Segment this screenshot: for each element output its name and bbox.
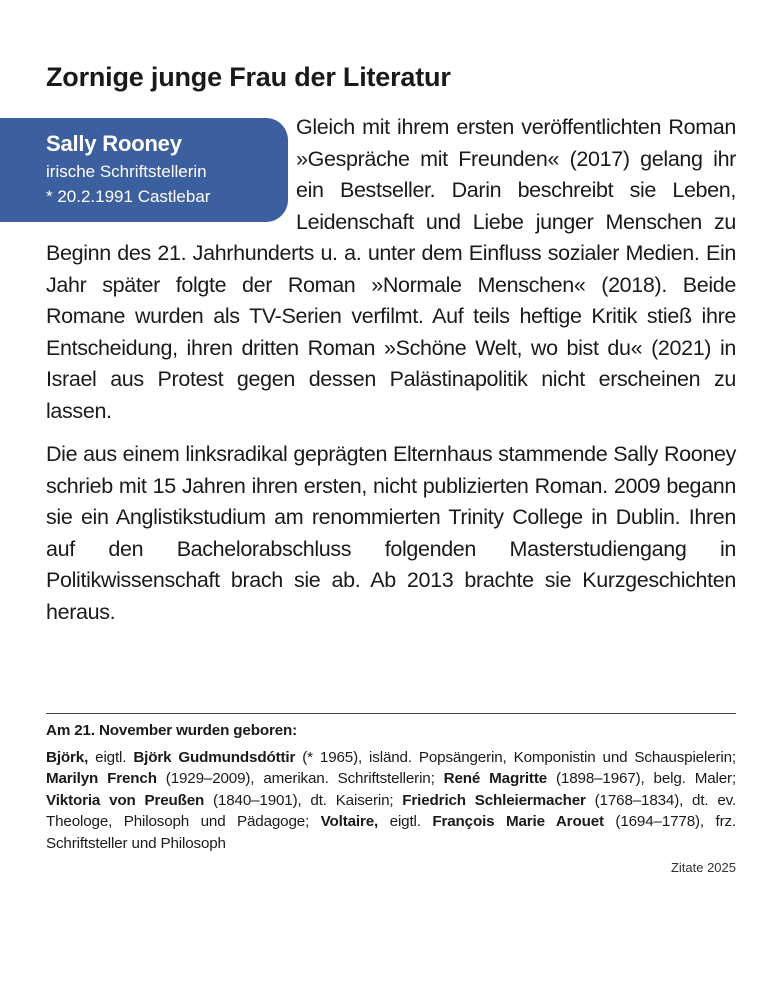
birthday-details: (1840–1901), dt. Kaiserin; <box>204 791 403 809</box>
birthday-name: François Marie Arouet <box>432 813 604 830</box>
birthday-details: eigtl. <box>378 813 433 830</box>
page-title: Zornige junge Frau der Literatur <box>46 62 451 92</box>
author-birth: * 20.2.1991 Castlebar <box>46 187 211 206</box>
birthday-name: Viktoria von Preußen <box>46 791 205 809</box>
birthdays-text <box>46 747 736 855</box>
article-paragraph-1: Gleich mit ihrem ersten veröffentlichten Roman »Gespräche mit Freunden« (2017) gelang ihr ein Bestseller. Darin beschreibt sie Leben, Leidenschaft und Liebe junger Menschen zu Beginn des 21. Jahrhunderts u. a. unter dem Einfluss sozialer Medien. Ein Jahr später folgte der Roman »Normale Menschen« (2018). Beide Romane wurden als TV-Serien verfilmt. Auf teils heftige Kritik stieß ihre Entscheidung, ihren dritten Roman »Schöne Welt, wo bist du« (2021) in Israel aus Protest gegen dessen Palästinapolitik nicht erscheinen zu lassen. <box>46 115 736 423</box>
birthday-name: Marilyn French <box>46 770 157 787</box>
birthday-details: (1768–1834), dt. ev. Theologe, Philosoph und Pädagoge; <box>46 791 737 830</box>
birthday-details: (* 1965), isländ. Popsängerin, Komponistin und Schauspielerin; <box>295 748 736 766</box>
birthday-details: eigtl. <box>88 748 134 766</box>
birthdays-section <box>46 720 736 854</box>
author-badge <box>0 118 288 222</box>
author-role: irische Schriftstellerin <box>46 162 207 181</box>
birthday-name: Björk Gudmundsdóttir <box>133 748 296 766</box>
birthday-name: Friedrich Schleiermacher <box>402 791 586 809</box>
birthdays-heading: Am 21. November wurden geboren: <box>46 722 298 739</box>
author-name: Sally Rooney <box>46 131 182 156</box>
birthday-name: Voltaire, <box>320 813 379 830</box>
birthday-name: René Magritte <box>443 770 548 787</box>
birthday-details: (1898–1967), belg. Maler; <box>547 770 736 787</box>
birthday-name: Björk, <box>46 748 89 766</box>
birthday-details: (1694–1778), frz. Schriftsteller und Philosoph <box>46 813 736 852</box>
article <box>46 112 736 628</box>
birthday-details: (1929–2009), amerikan. Schriftstellerin; <box>156 770 444 787</box>
footer-credit: Zitate 2025 <box>670 860 736 875</box>
article-paragraph-2: Die aus einem linksradikal geprägten Elternhaus stammende Sally Rooney schrieb mit 15 Jahren ihren ersten, nicht publizierten Roman. 2009 begann sie ein Anglistikstudium am renommierten Trinity College in Dublin. Ihren auf den Bachelorabschluss folgenden Masterstudiengang in Politikwissenschaft brach sie ab. Ab 2013 brachte sie Kurzgeschichten heraus. <box>46 442 736 624</box>
section-divider <box>46 713 736 714</box>
